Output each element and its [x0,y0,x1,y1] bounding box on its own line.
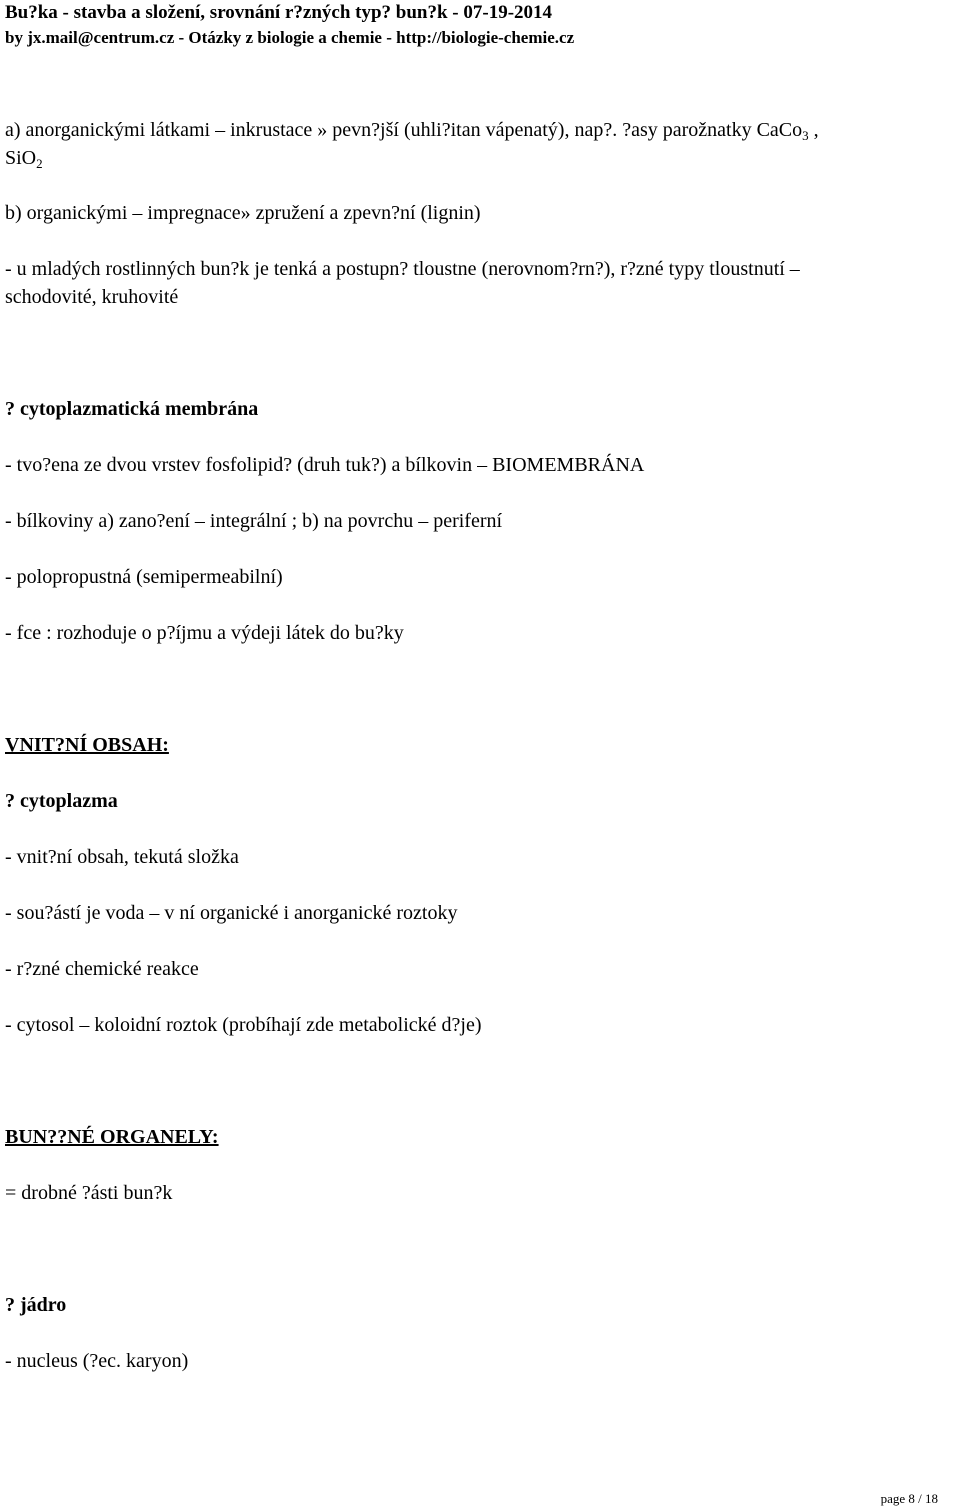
paragraph-semipermeable: - polopropustná (semipermeabilní) [5,566,283,588]
subscript-3: 3 [802,128,809,143]
document-title: Bu?ka - stavba a složení, srovnání r?zných typ? bun?k - 07-19-2014 [5,2,553,23]
heading-organelles: BUN??NÉ ORGANELY: [5,1126,219,1148]
heading-cytoplasmic-membrane: ? cytoplazmatická membrána [5,398,259,420]
paragraph-inorganic [5,118,819,142]
paragraph-organic: b) organickými – impregnace» zpružení a zpevn?ní (lignin) [5,202,481,224]
paragraph-inner-content: - vnit?ní obsah, tekutá složka [5,846,239,868]
paragraph-sio2-text: SiO [5,147,37,169]
paragraph-water: - sou?ástí je voda – v ní organické i anorganické roztoky [5,902,458,924]
paragraph-young-cells-cont: schodovité, kruhovité [5,286,179,308]
document-subtitle: by jx.mail@centrum.cz - Otázky z biologie a chemie - http://biologie-chemie.cz [5,28,575,47]
paragraph-cytosol: - cytosol – koloidní roztok (probíhají zde metabolické d?je) [5,1014,482,1036]
heading-nucleus: ? jádro [5,1294,67,1316]
page-number: page 8 / 18 [880,1491,938,1506]
paragraph-inorganic-text: a) anorganickými látkami – inkrustace » pevn?jší (uhli?itan vápenatý), nap?. ?asy parožnatky CaCo [5,119,803,141]
heading-inner-content: VNIT?NÍ OBSAH: [5,734,169,756]
paragraph-organelles-def: = drobné ?ásti bun?k [5,1182,173,1204]
heading-cytoplasm: ? cytoplazma [5,790,118,812]
paragraph-nucleus: - nucleus (?ec. karyon) [5,1350,189,1372]
paragraph-sio2 [5,146,43,170]
page-header [5,2,955,49]
paragraph-membrane-structure: - tvo?ena ze dvou vrstev fosfolipid? (druh tuk?) a bílkovin – BIOMEMBRÁNA [5,454,645,476]
paragraph-young-cells: - u mladých rostlinných bun?k je tenká a postupn? tloustne (nerovnom?rn?), r?zné typy tloustnutí – [5,258,800,280]
paragraph-function: - fce : rozhoduje o p?íjmu a výdeji látek do bu?ky [5,622,404,644]
subscript-2: 2 [36,156,43,171]
paragraph-membrane-proteins: - bílkoviny a) zano?ení – integrální ; b) na povrchu – periferní [5,510,503,532]
paragraph-reactions: - r?zné chemické reakce [5,958,199,980]
paragraph-inorganic-end: , [808,119,819,141]
